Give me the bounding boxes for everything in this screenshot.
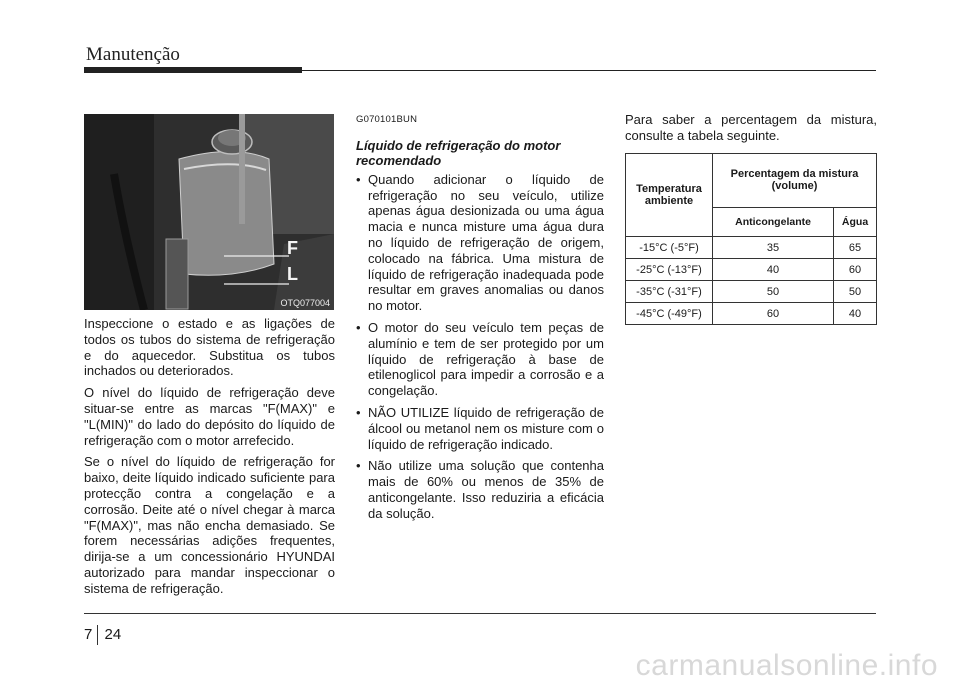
coolant-bullet-list <box>356 172 604 522</box>
header-rule-thick <box>84 67 302 73</box>
cell-antifreeze: 35 <box>713 237 834 259</box>
cell-water: 65 <box>834 237 877 259</box>
table-row <box>626 303 877 325</box>
cell-antifreeze: 50 <box>713 281 834 303</box>
cell-water: 50 <box>834 281 877 303</box>
header-rule-thin <box>302 70 876 71</box>
cell-temperature: -35°C (-31°F) <box>626 281 713 303</box>
footer-rule <box>84 613 876 614</box>
header-water: Água <box>834 207 877 236</box>
bullet-item: • Quando adicionar o líquido de refrigeração no seu veículo, utilize apenas água desionizada ou uma água macia e nunca misture uma água dura no líquido de refrigeração de origem, colocado na fábrica. Uma mistura de líquido de refrigeração inadequada pode resultar em graves anomalias ou danos no motor. <box>356 172 604 314</box>
paragraph-inspect: Inspeccione o estado e as ligações de todos os tubos do sistema de refrigeração e do aquecedor. Substitua os tubos inchados ou deteriorados. <box>84 316 335 379</box>
column-middle <box>356 112 604 528</box>
bullet-item: • O motor do seu veículo tem peças de alumínio e tem de ser protegido por um líquido de refrigeração à base de etilenoglicol para impedir a corrosão e a congelação. <box>356 320 604 399</box>
cell-water: 60 <box>834 259 877 281</box>
cell-temperature: -25°C (-13°F) <box>626 259 713 281</box>
cell-antifreeze: 40 <box>713 259 834 281</box>
section-code: G070101BUN <box>356 114 418 125</box>
page-header-title: Manutenção <box>86 44 180 65</box>
table-intro: Para saber a percentagem da mistura, consulte a tabela seguinte. <box>625 112 877 143</box>
header-mixture-percentage: Percentagem da mistura (volume) <box>713 154 877 208</box>
coolant-reservoir-photo <box>84 114 334 310</box>
photo-caption: OTQ077004 <box>280 298 330 308</box>
page-number-value: 24 <box>104 626 122 643</box>
chapter-number: 7 <box>84 626 93 643</box>
mixture-table <box>625 153 877 325</box>
bullet-item: • NÃO UTILIZE líquido de refrigeração de álcool ou metanol nem os misture com o líquido de refrigeração indicado. <box>356 405 604 452</box>
cell-temperature: -15°C (-5°F) <box>626 237 713 259</box>
column-left <box>84 316 335 603</box>
paragraph-low-level: Se o nível do líquido de refrigeração for baixo, deite líquido indicado suficiente para protecção contra a congelação e a corrosão. Deite até o nível chegar à marca "F(MAX)", mas não encha demasiado. Se forem necessárias adições frequentes, dirija-se a um concessionário HYUNDAI autorizado para mandar inspeccionar o sistema de refrigeração. <box>84 454 335 596</box>
table-row <box>626 281 877 303</box>
header-antifreeze: Anticongelante <box>713 207 834 236</box>
watermark: carmanualsonline.info <box>635 649 938 682</box>
paragraph-level: O nível do líquido de refrigeração deve situar-se entre as marcas "F(MAX)" e "L(MIN)" do lado do depósito do líquido de refrigeração com o motor arrefecido. <box>84 385 335 448</box>
section-subheading: Líquido de refrigeração do motor recomendado <box>356 137 561 168</box>
cell-antifreeze: 60 <box>713 303 834 325</box>
header-ambient-temperature: Temperatura ambiente <box>626 154 713 237</box>
cell-water: 40 <box>834 303 877 325</box>
page-number <box>84 626 121 643</box>
bullet-item: • Não utilize uma solução que contenha mais de 60% ou menos de 35% de anticongelante. Isso reduziria a eficácia da solução. <box>356 458 604 521</box>
table-row <box>626 237 877 259</box>
coolant-min-mark: L <box>287 264 298 284</box>
coolant-max-mark: F <box>287 238 298 258</box>
cell-temperature: -45°C (-49°F) <box>626 303 713 325</box>
column-right <box>625 112 877 150</box>
table-row <box>626 259 877 281</box>
